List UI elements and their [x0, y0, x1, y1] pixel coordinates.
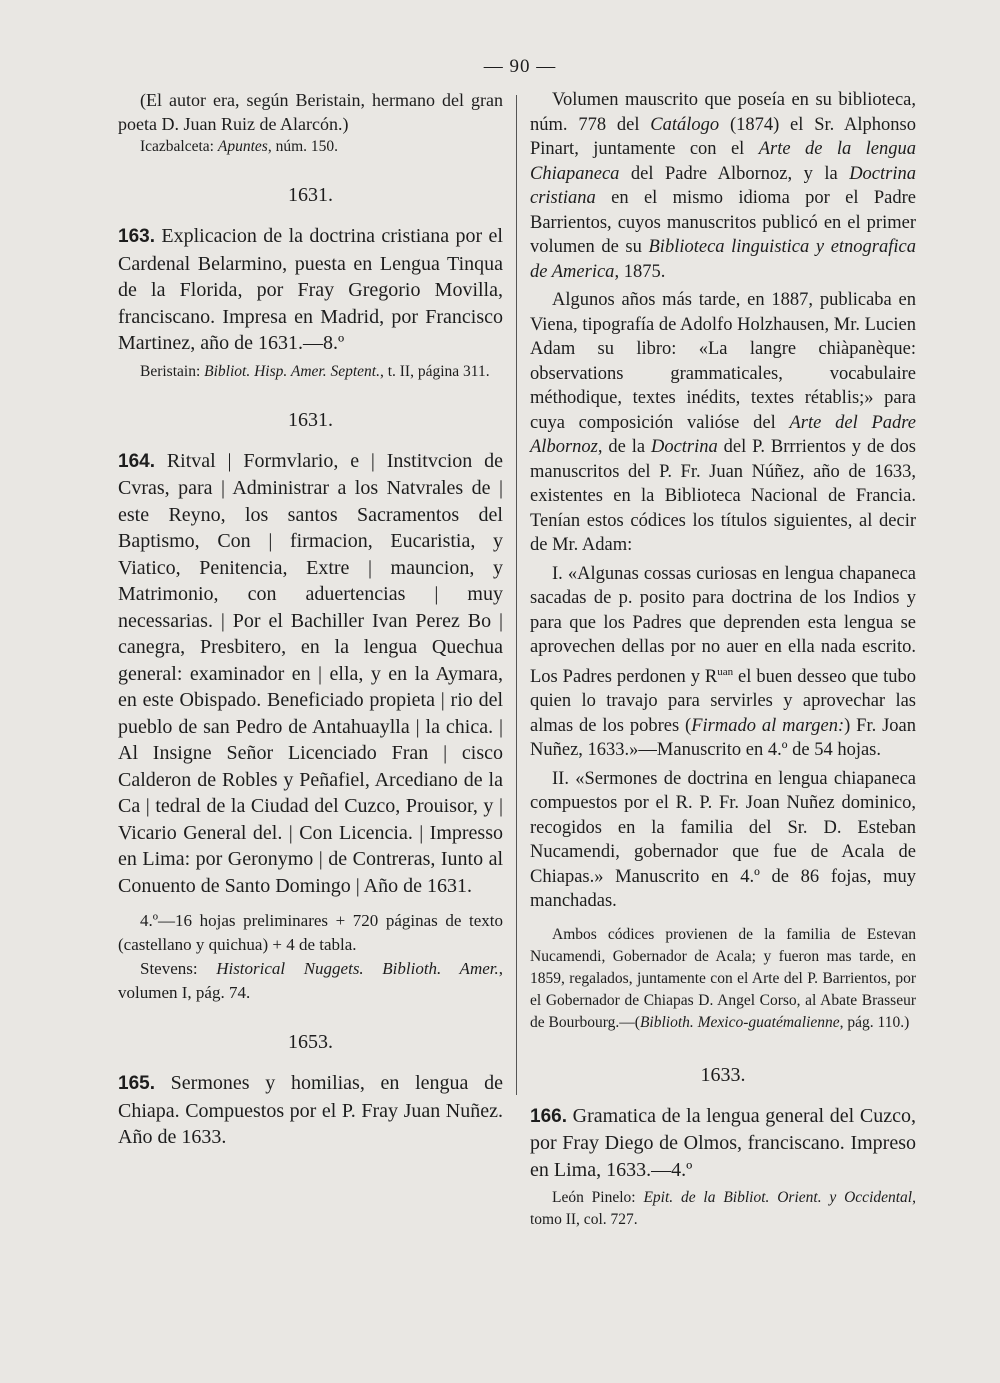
- ref-author: Icazbalceta:: [140, 138, 218, 155]
- italic-note: Firmado al margen:: [691, 715, 845, 736]
- italic-title: Doctrina: [650, 437, 718, 457]
- reference-163-prev: [118, 136, 503, 158]
- entry-164: [118, 448, 503, 900]
- entry-163: [118, 223, 503, 357]
- ref-rest: , tomo II, col. 727.: [530, 1189, 916, 1229]
- text: el buen desseo que tubo quien lo travajo para servirles y aprovechar las almas de los pobres (: [530, 666, 916, 736]
- year-heading-164: 1631.: [288, 408, 333, 431]
- entry-text: Sermones y homilias, en lengua de Chiapa. Compuestos por el P. Fray Juan Nuñez. Año de 1633.: [118, 1072, 503, 1148]
- text: , de la: [597, 437, 651, 457]
- ref-title: Epit. de la Bibliot. Orient. y Occidental: [643, 1189, 913, 1207]
- text: , 1875.: [614, 261, 666, 282]
- year-heading-165: 1653.: [288, 1031, 333, 1053]
- italic-title: Catálogo: [650, 114, 720, 135]
- ref-title: Apuntes: [217, 138, 268, 155]
- entry-number: 165.: [118, 1073, 155, 1094]
- text: en el mismo idioma por el Padre Barrientos, cuyos manuscritos publicó en el primer volumen de su: [530, 188, 916, 257]
- text: , pág. 110.): [839, 1013, 910, 1031]
- text: Volumen mauscrito que poseía en su biblioteca, núm. 778 del: [530, 90, 916, 135]
- text: ) Fr. Joan Nuñez, 1633.»—Manuscrito en 4.º de 54 hojas.: [530, 715, 917, 761]
- ref-rest: , t. II, página 311.: [379, 362, 490, 380]
- page-number: — 90 —: [483, 56, 557, 77]
- ref-author: Stevens:: [140, 959, 217, 978]
- paragraph-manuscript: [530, 88, 916, 284]
- italic-title: Arte del Padre Albornoz: [530, 412, 916, 457]
- entry-166: [530, 1103, 916, 1184]
- year-heading-166: 1633.: [700, 1063, 746, 1086]
- column-divider: [516, 95, 517, 1095]
- entry-number: 164.: [118, 450, 155, 472]
- paragraph-codex-1: [530, 562, 916, 763]
- italic-title: Doctrina cristiana: [530, 163, 916, 208]
- ref-rest: , núm. 150.: [267, 138, 338, 155]
- italic-title: Arte de la lengua Chiapaneca: [530, 139, 916, 184]
- paragraph-adam: [530, 288, 916, 558]
- ref-rest: , volumen I, pág. 74.: [118, 959, 503, 1002]
- entry-text: Explicacion de la doctrina cristiana por el Cardenal Belarmino, puesta en Lengua Tinqua de la Florida, por Fray Gregorio Movilla, franciscano. Impresa en Madrid, por Francisco Martinez, año de 1631.—8.º: [118, 225, 503, 354]
- entry-165: [118, 1070, 503, 1151]
- reference-163: [118, 361, 503, 383]
- ref-title: Bibliot. Hisp. Amer. Septent.: [204, 362, 380, 380]
- ref-author: León Pinelo:: [552, 1189, 644, 1207]
- reference-166: [530, 1187, 916, 1231]
- italic-title: Biblioth. Mexico-guatémalienne: [639, 1013, 840, 1031]
- entry-text: Ritval | Formvlario, e | Institvcion de Cvras, para | Administrar a los Natvrales de | este Reyno, los santos Sacramentos del Baptismo, Con | firmacion, Eucaristia, y Viatico, Penitencia, Extre | mauncion, y Matrimonio, con aduertencias | muy necessarias. | Por el Bachiller Ivan Perez Bo | canegra, Presbitero, en la lengua Quechua general: examinador en | ella, y en la Aymara, en este Obispado. Beneficiado propieta | rio del pueblo de san Pedro de Antahuaylla | la chica. | Al Insigne Señor Licenciado Fran | cisco Calderon de Robles y Peñafiel, Arcediano de la Ca | tedral de la Ciudad del Cuzco, Prouisor, y | Vicario General del. | Con Licencia. | Impresso en Lima: por Geronymo | de Contreras, Iunto al Conuento de Santo Domingo | Año de 1631.: [118, 449, 503, 897]
- entry-text: Gramatica de la lengua general del Cuzco, por Fray Diego de Olmos, franciscano. Impreso en Lima, 1633.—4.º: [530, 1104, 916, 1181]
- ref-title: Historical Nuggets. Biblioth. Amer.: [216, 959, 499, 978]
- left-column: [118, 88, 503, 1151]
- italic-title: Biblioteca linguistica y etnografica de America: [530, 237, 916, 282]
- superscript: uan: [717, 665, 734, 678]
- text: I. «Algunas cossas curiosas en lengua chapaneca sacadas de p. posito para doctrina de los Indios y para que los Padres que deprenden esta lengua se aprovechen dellas por no auer en ella nada escrito. Los Padres perdonen y R: [530, 563, 916, 687]
- text: del P. Brrrientos y de dos manuscritos del P. Fr. Juan Núñez, año de 1633, existentes en la Biblioteca Nacional de Francia. Tenían estos códices los títulos siguientes, al decir de Mr. Adam:: [530, 437, 916, 555]
- description-164: 4.º—16 hojas preliminares + 720 páginas de texto (castellano y quichua) + 4 de tabla.: [118, 911, 503, 954]
- note-codices: [530, 924, 916, 1034]
- reference-164: [118, 957, 503, 1005]
- text: Ambos códices provienen de la familia de Estevan Nucamendi, Gobernador de Acala; y fueron mas tarde, en 1859, regalados, juntamente con el Arte del P. Barrientos, por el Gobernador de Chiapas D. Angel Corso, al Abate Brasseur de Bourbourg.—(: [530, 925, 916, 1031]
- entry-number: 163.: [118, 226, 155, 247]
- text: (1874) el Sr. Alphonso Pinart, juntamente con el: [530, 114, 916, 159]
- text: del Padre Albornoz, y la: [619, 163, 850, 184]
- note-author: (El autor era, según Beristain, hermano del gran poeta D. Juan Ruiz de Alarcón.): [118, 90, 503, 134]
- year-heading-163: 1631.: [288, 184, 333, 206]
- entry-number: 166.: [530, 1105, 567, 1127]
- right-column: [530, 88, 916, 1231]
- text: Algunos años más tarde, en 1887, publicaba en Viena, tipografía de Adolfo Holzhausen, Mr. Lucien Adam su libro: «La langre chiàpanèque: observations grammaticales, vocabulaire méthodique, textes inédits, textes rétablis;» para cuya composición valióse del: [530, 290, 916, 433]
- ref-author: Beristain:: [140, 362, 205, 380]
- paragraph-codex-2: II. «Sermones de doctrina en lengua chiapaneca compuestos por el R. P. Fr. Joan Nuñez dominico, recogidos en la familia del Sr. D. Esteban Nucamendi, gobernador que fue de Acala de Chiapas.» Manuscrito en 4.º de 86 fojas, muy manchadas.: [530, 768, 916, 912]
